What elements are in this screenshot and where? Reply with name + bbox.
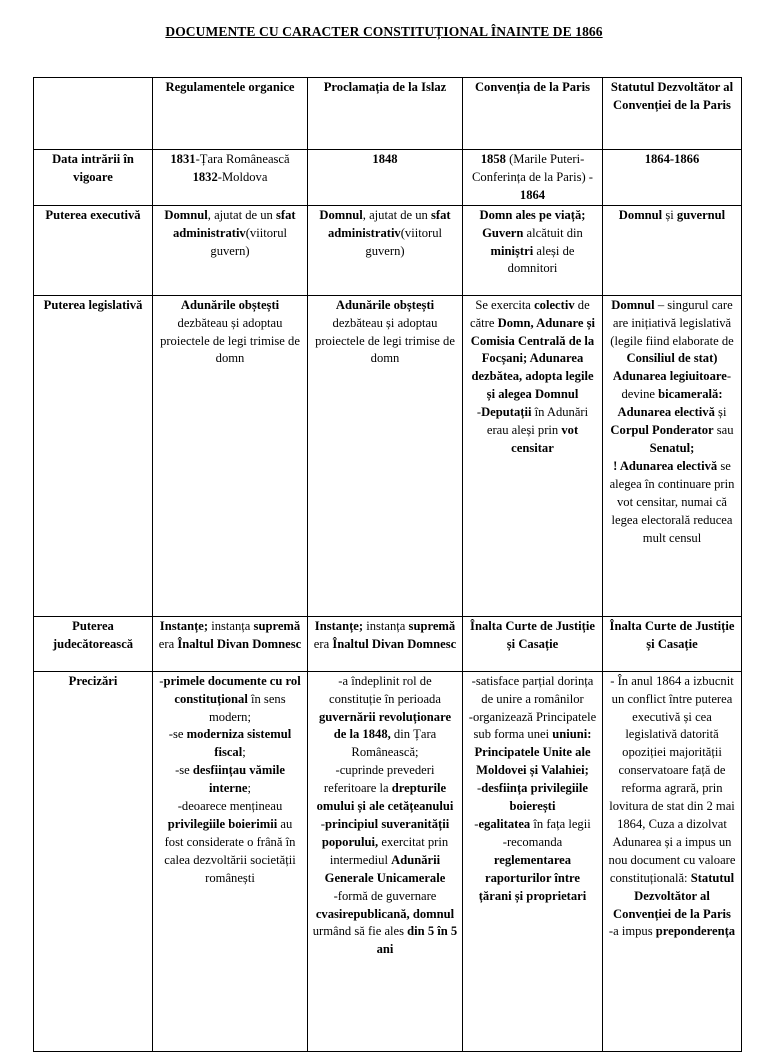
bold-text: Adunările obștești [180,297,280,312]
table-cell [603,671,742,1051]
cell-text: de către [469,297,590,330]
bold-text: guvernul [676,207,726,222]
cell-text: și [662,207,677,222]
row-label: Data intrării în vigoare [34,150,153,206]
cell-text: ; [247,781,251,796]
bold-text: Domn ales pe viață; Guvern [479,207,586,240]
cell-text: din Țara Românească; [351,727,437,760]
bold-text: cvasirepublicană, domnul [315,906,455,921]
header-row [34,78,742,150]
row-label: Precizări [34,671,153,1051]
cell-text: (viitorul guvern) [210,225,288,258]
cell-text: -Moldova [217,169,268,184]
table-cell [153,671,308,1051]
bold-text: Instanțe; [159,618,209,633]
cell-text: , ajutat de un [362,207,431,222]
cell-text: -satisface parțial dorința de unire a românilor [471,673,594,706]
cell-text: – singurul care are inițiativă legislativă (legile fiind elaborate de [610,297,734,348]
bold-text: bicamerală: Adunarea electivă [617,387,723,420]
cell-text: -formă de guvernare [333,888,437,903]
table-cell [463,671,603,1051]
cell-text: exercitat prin intermediul [329,834,449,867]
table-cell [603,295,742,616]
bold-text: supremă [408,618,456,633]
bold-text: reglementarea raporturilor între țărani și proprietari [478,852,587,903]
header-conventia-de-la-paris: Convenția de la Paris [463,78,603,150]
bold-text: principiul suveranității poporului, [321,816,450,849]
cell-text: au fost considerate o frână în calea dezvoltării societății românești [164,816,296,885]
table-cell [603,205,742,295]
cell-text: alcătuit din [523,225,583,240]
table-cell [603,616,742,671]
bold-text: 1848 [372,152,398,166]
cell-text: dezbăteau și adoptau proiectele de legi trimise de domn [160,315,300,366]
row-label: Puterea executivă [34,205,153,295]
cell-text: instanța [208,618,254,633]
bold-text: privilegiile boierimii [167,816,278,831]
cell-text: era [158,636,178,651]
cell-text: -a impus [608,924,656,939]
table-cell [153,295,308,616]
header-statutul-dezvoltator: Statutul Dezvoltător al Convenției de la Paris [603,78,742,150]
table-cell [308,150,463,206]
cell-text: - În anul 1864 a izbucnit un conflict între puterea executivă și cea legislativă datorită opoziției majorității conservatoare față de reforma agrară, prin lovitura de stat din 2 mai 1864, Cuza a dizolvat Adunarea și a impus un nou document cu valoare constituțională: [608,673,736,885]
bold-text: primele documente cu rol constituțional [163,673,301,706]
row-puterea-judecatoreasca [34,616,742,671]
constitutional-documents-table [33,77,742,1052]
cell-text: -cuprinde prevederi referitoare la [323,763,435,796]
bold-text: vot censitar [511,423,579,455]
cell-text: în fața legii [530,816,591,831]
bold-text: colectiv [534,297,575,312]
bold-text: Consiliul de stat) Adunarea legiuitoare [612,351,727,384]
bold-text: Domnul [611,297,655,312]
bold-text: Înaltul Divan Domnesc [177,636,302,651]
cell-text: - [476,405,482,420]
cell-text: , ajutat de un [207,207,276,222]
table-cell [463,205,603,295]
bold-text: ! Adunarea electivă [613,458,718,473]
bold-text: guvernării revoluționare de la 1848, [318,709,452,742]
bold-text: Instanțe; [314,618,364,633]
header-proclamatia-de-la-islaz: Proclamația de la Islaz [308,78,463,150]
bold-text: Domnul [618,207,663,222]
bold-text: Înalta Curte de Justiție și Casație [470,618,595,651]
table-cell [153,205,308,295]
bold-text: egalitatea [478,816,531,831]
table-cell [153,616,308,671]
cell-text: (viitorul guvern) [365,225,443,258]
cell-text: -deoarece mențineau [177,799,283,814]
bold-text: Domnul [164,207,208,222]
cell-text: ; [242,745,246,760]
cell-text: -devine [621,369,732,402]
cell-text: dezbăteau și adoptau proiectele de legi trimise de domn [315,315,455,366]
row-precizari [34,671,742,1051]
bold-text: Senatul; [649,440,695,455]
table-cell [463,616,603,671]
bold-text: desființau vămile interne [192,763,285,796]
bold-text: Deputații [481,405,532,420]
cell-text: - [474,816,479,831]
cell-text: -se [175,763,193,778]
cell-text: Se exercita [475,297,535,312]
table-cell [463,150,603,206]
cell-text: în sens modern; [209,691,286,724]
bold-text: Domn, Adunare și Comisia Centrală de la Focșani; Adunarea dezbătea, adopta legile și alegea Domnul [470,315,596,402]
cell-text: - [477,781,482,796]
cell-text: în Adunări erau aleși prin [486,405,589,438]
cell-text: - [159,673,164,688]
row-puterea-legislativa [34,295,742,616]
table-cell [308,295,463,616]
bold-text: 1858 [480,152,506,166]
cell-text: se alegea în continuare prin vot censitar, numai că legea electorală reducea mult censul [609,458,735,545]
document-title: DOCUMENTE CU CARACTER CONSTITUȚIONAL ÎNAINTE DE 1866 [165,24,603,39]
bold-text: uniuni: Principatele Unite ale Moldovei și Valahiei; [474,727,592,778]
row-puterea-executiva [34,205,742,295]
bold-text: desființa privilegiile boierești [481,781,588,814]
table-cell [308,205,463,295]
bold-text: drepturile omului și ale cetățeanului [316,781,454,814]
bold-text: sfat administrativ [327,207,451,240]
cell-text: aleși de domnitori [507,243,575,276]
table-cell [308,616,463,671]
row-label: Puterea judecătorească [34,616,153,671]
bold-text: 1832 [192,169,218,184]
cell-text: -recomanda [502,834,563,849]
cell-text: -Țara Românească [195,152,290,166]
cell-text: sau [713,423,734,438]
bold-text: sfat administrativ [172,207,296,240]
cell-text: -a îndeplinit rol de constituție în perioada [329,673,441,706]
row-label: Puterea legislativă [34,295,153,616]
row-data-intrarii [34,150,742,206]
header-regulamentele-organice: Regulamentele organice [153,78,308,150]
cell-text: era [313,636,333,651]
bold-text: moderniza sistemul fiscal [186,727,292,760]
table-cell [308,671,463,1051]
cell-text: urmând să fie ales [312,924,408,939]
bold-text: Adunările obștești [335,297,435,312]
bold-text: supremă [253,618,301,633]
cell-text: și [714,405,727,420]
table-cell [153,150,308,206]
bold-text: Domnul [319,207,363,222]
bold-text: 1864 [519,187,546,202]
cell-text: -organizează Principatele sub forma unei [468,709,597,742]
cell-text: (Marile Puteri-Conferința de la Paris) - [472,152,593,184]
bold-text: Corpul Ponderator [610,423,714,438]
cell-text: - [320,816,325,831]
cell-text: -se [168,727,187,742]
bold-text: 1831 [170,152,196,166]
table-cell [463,295,603,616]
bold-text: din 5 în 5 ani [376,924,458,957]
bold-text: Înalta Curte de Justiție și Casație [609,618,735,651]
bold-text: Adunării Generale Unicamerale [324,852,446,885]
bold-text: preponderența [655,924,736,939]
bold-text: 1864-1866 [644,152,700,166]
bold-text: miniștri [490,243,534,258]
bold-text: Statutul Dezvoltător al Convenției de la Paris [613,870,735,921]
table-cell [603,150,742,206]
header-cell-corner [34,78,153,150]
bold-text: Înaltul Divan Domnesc [332,636,457,651]
cell-text: instanța [363,618,409,633]
